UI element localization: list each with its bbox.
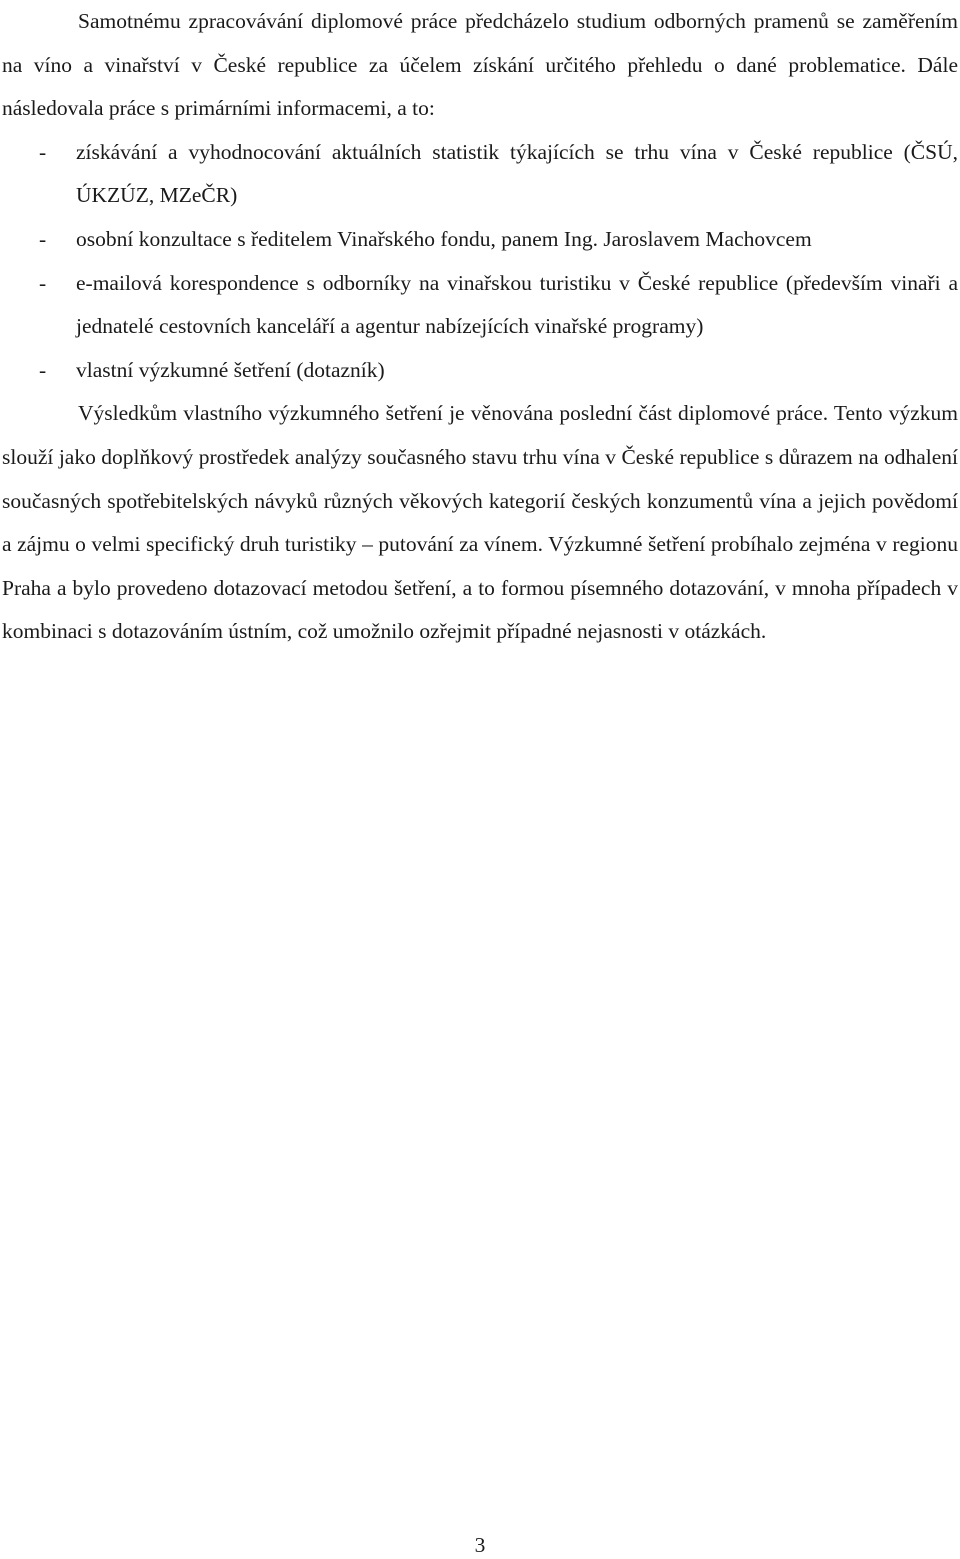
list-item xyxy=(2,262,958,349)
list-dash: - xyxy=(39,270,47,295)
list-dash: - xyxy=(39,226,47,251)
primary-sources-list xyxy=(2,131,958,393)
list-item-text: e-mailová korespondence s odborníky na vinařskou turistiku v České republice (především vinaři a jednatelé cestovních kanceláří a agentur nabízejících vinařské programy) xyxy=(76,270,958,339)
list-item-text: osobní konzultace s ředitelem Vinařského fondu, panem Ing. Jaroslavem Machovcem xyxy=(76,226,812,251)
list-item xyxy=(2,218,958,262)
closing-paragraph: Výsledkům vlastního výzkumného šetření je věnována poslední část diplomové práce. Tento výzkum slouží jako doplňkový prostředek analýzy současného stavu trhu vína v České republice s důrazem na odhalení současných spotřebitelských návyků různých věkových kategorií českých konzumentů vína a jejich povědomí a zájmu o velmi specifický druh turistiky – putování za vínem. Výzkumné šetření probíhalo zejména v regionu Praha a bylo provedeno dotazovací metodou šetření, a to formou písemného dotazování, v mnoha případech v kombinaci s dotazováním ústním, což umožnilo ozřejmit případné nejasnosti v otázkách. xyxy=(2,401,958,644)
page-number: 3 xyxy=(474,1533,486,1557)
list-item-text: vlastní výzkumné šetření (dotazník) xyxy=(76,357,385,382)
document-body xyxy=(2,0,958,654)
list-item xyxy=(2,131,958,218)
list-dash: - xyxy=(39,357,47,382)
list-dash: - xyxy=(39,139,47,164)
list-item xyxy=(2,349,958,393)
intro-paragraph: Samotnému zpracovávání diplomové práce předcházelo studium odborných pramenů se zaměřením na víno a vinařství v České republice za účelem získání určitého přehledu o dané problematice. Dále následovala práce s primárními informacemi, a to: xyxy=(2,9,958,121)
list-item-text: získávání a vyhodnocování aktuálních statistik týkajících se trhu vína v České republice (ČSÚ, ÚKZÚZ, MZeČR) xyxy=(76,139,958,208)
